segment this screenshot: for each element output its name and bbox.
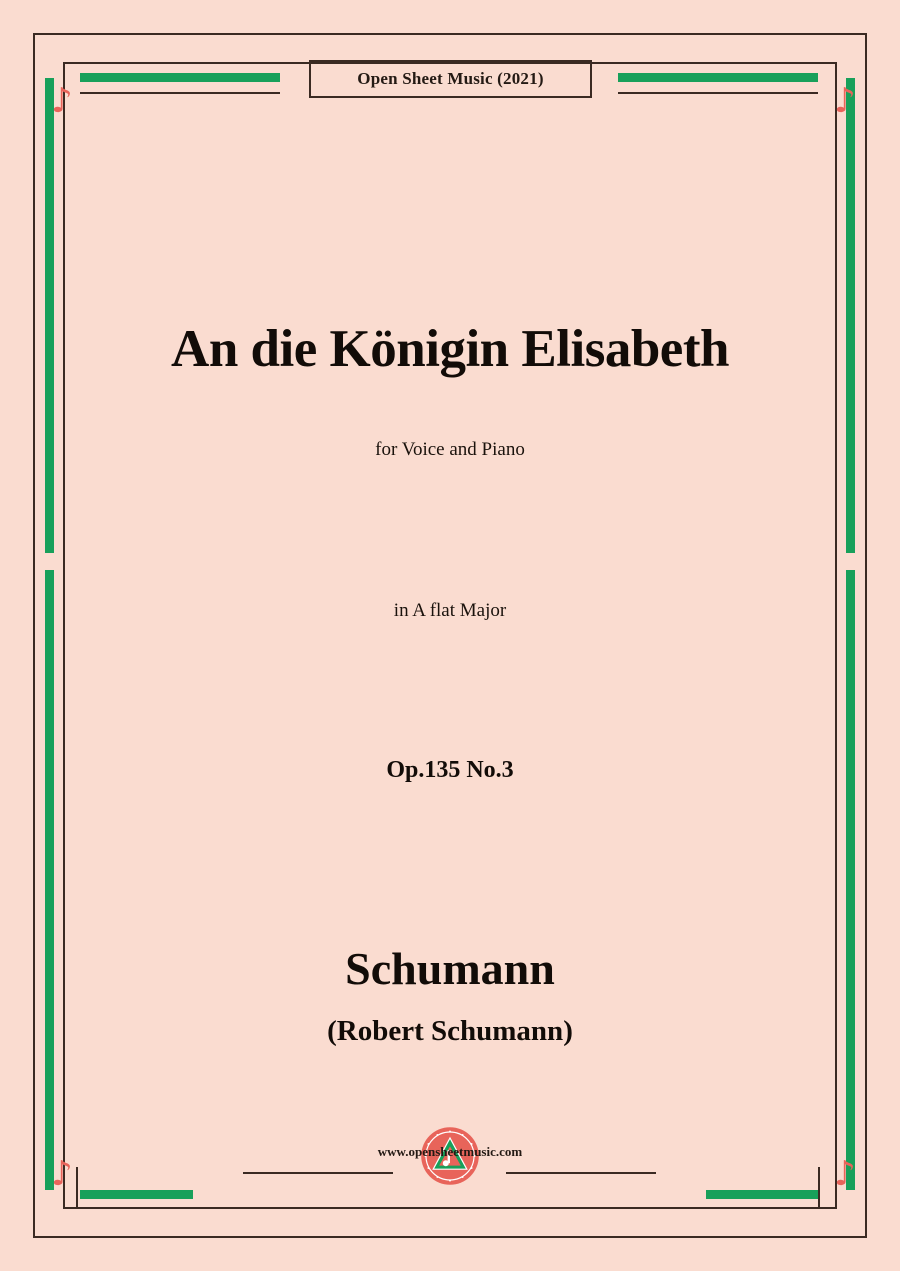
music-note-icon-bottom-right: ♪ [834, 1154, 856, 1194]
composer-full-name: (Robert Schumann) [327, 1015, 573, 1047]
key-signature-text: in A flat Major [393, 600, 507, 621]
music-note-icon-top-left: ♪ [51, 81, 73, 121]
green-bar-left-top [45, 78, 54, 553]
opus-number: Op.135 No.3 [386, 757, 514, 783]
cover-content [63, 62, 837, 1209]
instrumentation-subtitle: for Voice and Piano [375, 439, 525, 460]
green-bar-left-bottom [45, 570, 54, 1190]
music-note-icon-top-right: ♪ [834, 81, 856, 121]
green-bar-right-bottom [846, 570, 855, 1190]
website-url[interactable]: www.opensheetmusic.com [377, 1144, 523, 1159]
composer-name: Schumann [345, 943, 555, 994]
music-note-icon-bottom-left: ♪ [51, 1154, 73, 1194]
green-bar-right-top [846, 78, 855, 553]
page-title: An die Königin Elisabeth [171, 320, 729, 378]
header-badge-label: Open Sheet Music (2021) [357, 69, 544, 88]
